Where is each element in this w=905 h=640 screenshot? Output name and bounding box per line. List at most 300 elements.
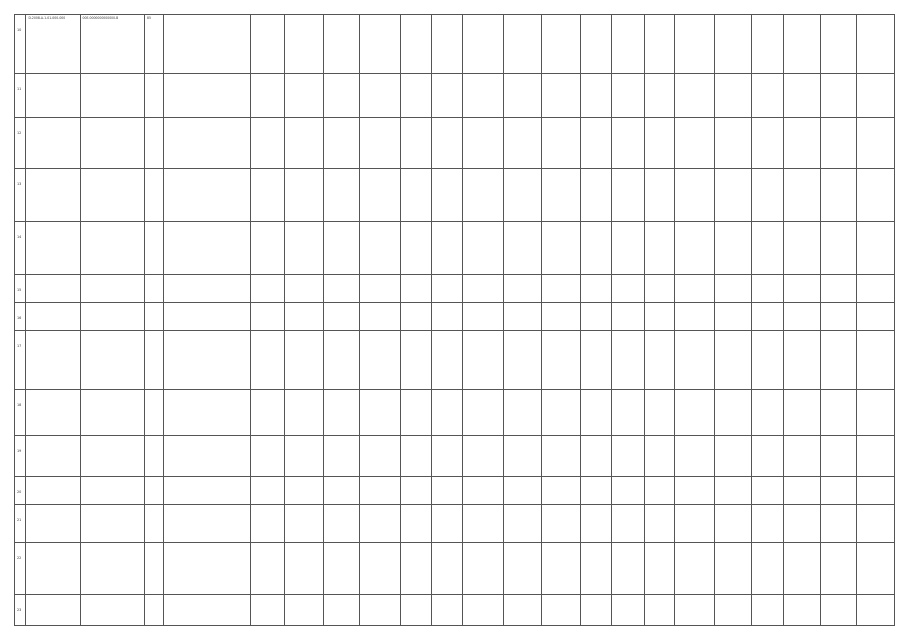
table-cell xyxy=(503,303,541,331)
table-cell xyxy=(783,477,820,505)
table-cell xyxy=(285,118,323,169)
table-cell xyxy=(323,477,359,505)
table-cell xyxy=(580,169,611,222)
register-table xyxy=(14,14,895,626)
table-cell xyxy=(15,331,26,390)
table-cell xyxy=(323,543,359,595)
table-cell xyxy=(675,436,715,477)
table-cell xyxy=(15,477,26,505)
table-cell xyxy=(821,15,857,74)
table-cell xyxy=(714,74,751,118)
table-cell xyxy=(163,15,250,74)
table-cell xyxy=(400,275,431,303)
table-cell xyxy=(645,436,675,477)
table-cell xyxy=(821,595,857,626)
table-cell xyxy=(163,595,250,626)
table-cell xyxy=(542,222,580,275)
table-row xyxy=(15,222,895,275)
table-cell xyxy=(612,15,645,74)
table-cell xyxy=(400,436,431,477)
table-cell xyxy=(251,436,285,477)
table-cell xyxy=(714,436,751,477)
table-row xyxy=(15,477,895,505)
table-cell xyxy=(503,275,541,303)
table-cell xyxy=(15,74,26,118)
table-cell xyxy=(463,15,504,74)
table-cell xyxy=(15,275,26,303)
table-cell xyxy=(857,15,895,74)
table-cell xyxy=(15,505,26,543)
cell-text: 20 xyxy=(17,490,22,494)
table-cell xyxy=(285,505,323,543)
table-cell xyxy=(752,331,783,390)
table-cell xyxy=(580,595,611,626)
table-cell xyxy=(821,477,857,505)
table-cell xyxy=(15,543,26,595)
table-cell xyxy=(400,477,431,505)
table-cell xyxy=(503,505,541,543)
table-cell xyxy=(857,543,895,595)
table-cell xyxy=(80,505,144,543)
table-cell xyxy=(612,222,645,275)
table-cell xyxy=(503,74,541,118)
table-cell xyxy=(542,74,580,118)
table-cell xyxy=(783,543,820,595)
table-cell xyxy=(463,169,504,222)
table-cell xyxy=(163,477,250,505)
table-cell xyxy=(15,169,26,222)
table-cell xyxy=(542,543,580,595)
table-cell xyxy=(783,74,820,118)
table-cell xyxy=(675,543,715,595)
cell-text: D-2008-А-1-01-000-000 xyxy=(28,16,66,20)
table-cell xyxy=(645,169,675,222)
table-cell xyxy=(360,477,401,505)
table-cell xyxy=(675,169,715,222)
table-cell xyxy=(400,595,431,626)
table-cell xyxy=(323,390,359,436)
table-cell xyxy=(580,477,611,505)
table-cell xyxy=(26,222,80,275)
table-cell xyxy=(752,169,783,222)
table-cell xyxy=(360,390,401,436)
table-cell xyxy=(26,303,80,331)
table-cell xyxy=(145,74,164,118)
table-cell xyxy=(15,436,26,477)
table-cell xyxy=(752,477,783,505)
table-cell xyxy=(612,477,645,505)
table-cell xyxy=(645,331,675,390)
table-cell xyxy=(400,74,431,118)
table-cell xyxy=(752,222,783,275)
table-cell xyxy=(857,477,895,505)
table-cell xyxy=(612,505,645,543)
table-row xyxy=(15,303,895,331)
table-cell xyxy=(463,543,504,595)
table-cell xyxy=(612,595,645,626)
table-row xyxy=(15,595,895,626)
table-cell xyxy=(163,505,250,543)
table-cell xyxy=(714,222,751,275)
table-cell xyxy=(323,74,359,118)
table-cell xyxy=(285,543,323,595)
table-cell xyxy=(26,331,80,390)
table-cell xyxy=(80,436,144,477)
table-cell xyxy=(80,222,144,275)
table-cell xyxy=(145,303,164,331)
table-cell xyxy=(145,505,164,543)
table-cell xyxy=(360,118,401,169)
table-cell xyxy=(285,436,323,477)
table-cell xyxy=(580,303,611,331)
table-cell xyxy=(714,169,751,222)
table-cell xyxy=(752,15,783,74)
table-cell xyxy=(857,222,895,275)
table-cell xyxy=(503,543,541,595)
table-cell xyxy=(15,222,26,275)
table-cell xyxy=(580,543,611,595)
table-cell xyxy=(612,390,645,436)
table-cell xyxy=(821,303,857,331)
table-cell xyxy=(580,331,611,390)
table-row xyxy=(15,118,895,169)
table-cell xyxy=(145,543,164,595)
table-cell xyxy=(463,390,504,436)
table-cell xyxy=(580,390,611,436)
table-cell xyxy=(80,118,144,169)
table-cell xyxy=(26,390,80,436)
table-cell xyxy=(821,543,857,595)
table-cell xyxy=(251,331,285,390)
table-cell xyxy=(360,505,401,543)
table-cell xyxy=(400,390,431,436)
table-cell xyxy=(752,390,783,436)
table-cell xyxy=(714,275,751,303)
table-cell xyxy=(675,477,715,505)
table-cell xyxy=(323,303,359,331)
table-cell xyxy=(542,169,580,222)
table-cell xyxy=(360,15,401,74)
table-cell xyxy=(145,169,164,222)
table-cell xyxy=(323,169,359,222)
table-cell xyxy=(612,436,645,477)
table-row xyxy=(15,436,895,477)
table-cell xyxy=(80,331,144,390)
table-cell xyxy=(580,436,611,477)
table-cell xyxy=(145,331,164,390)
table-cell xyxy=(714,303,751,331)
table-cell xyxy=(80,169,144,222)
cell-text: 13 xyxy=(17,182,22,186)
table-cell xyxy=(783,390,820,436)
table-cell xyxy=(463,436,504,477)
table-cell xyxy=(26,505,80,543)
table-cell xyxy=(645,15,675,74)
cell-text: 14 xyxy=(17,235,22,239)
table-cell xyxy=(857,303,895,331)
table-cell xyxy=(285,390,323,436)
table-cell xyxy=(542,118,580,169)
table-cell xyxy=(26,169,80,222)
table-cell xyxy=(542,436,580,477)
table-cell xyxy=(821,275,857,303)
table-cell xyxy=(857,390,895,436)
table-cell xyxy=(752,436,783,477)
table-cell xyxy=(503,118,541,169)
table-cell xyxy=(251,477,285,505)
table-cell xyxy=(857,169,895,222)
table-cell xyxy=(783,303,820,331)
table-cell xyxy=(542,390,580,436)
table-cell xyxy=(285,477,323,505)
table-cell xyxy=(80,477,144,505)
table-cell xyxy=(714,595,751,626)
table-cell xyxy=(783,505,820,543)
cell-text: 22 xyxy=(17,556,22,560)
table-cell xyxy=(463,275,504,303)
table-cell xyxy=(80,595,144,626)
table-cell xyxy=(145,595,164,626)
table-row xyxy=(15,15,895,74)
table-cell xyxy=(675,390,715,436)
table-cell xyxy=(463,595,504,626)
table-cell xyxy=(857,505,895,543)
table-cell xyxy=(675,331,715,390)
table-cell xyxy=(285,595,323,626)
table-cell xyxy=(360,331,401,390)
table-cell xyxy=(714,505,751,543)
table-cell xyxy=(15,595,26,626)
table-cell xyxy=(503,390,541,436)
table-cell xyxy=(360,303,401,331)
table-cell xyxy=(163,275,250,303)
table-row xyxy=(15,74,895,118)
table-cell xyxy=(542,477,580,505)
table-cell xyxy=(26,543,80,595)
table-cell xyxy=(752,74,783,118)
table-cell xyxy=(783,331,820,390)
table-cell xyxy=(432,74,463,118)
table-cell xyxy=(285,303,323,331)
table-cell xyxy=(645,390,675,436)
table-cell xyxy=(463,222,504,275)
table-cell xyxy=(26,275,80,303)
table-cell xyxy=(714,15,751,74)
cell-text: 85 xyxy=(147,16,151,20)
table-cell xyxy=(163,303,250,331)
table-cell xyxy=(323,331,359,390)
table-cell xyxy=(612,543,645,595)
table-cell xyxy=(15,303,26,331)
table-cell xyxy=(360,436,401,477)
table-cell xyxy=(612,303,645,331)
table-row xyxy=(15,543,895,595)
table-cell xyxy=(542,275,580,303)
table-cell xyxy=(26,15,80,74)
table-cell xyxy=(857,595,895,626)
table-row xyxy=(15,331,895,390)
table-cell xyxy=(783,436,820,477)
table-cell xyxy=(400,331,431,390)
table-cell xyxy=(821,331,857,390)
table-cell xyxy=(463,118,504,169)
table-cell xyxy=(80,303,144,331)
table-cell xyxy=(752,543,783,595)
table-cell xyxy=(821,118,857,169)
table-cell xyxy=(251,118,285,169)
table-cell xyxy=(542,303,580,331)
table-cell xyxy=(15,118,26,169)
table-cell xyxy=(360,222,401,275)
table-cell xyxy=(163,436,250,477)
table-cell xyxy=(432,331,463,390)
table-cell xyxy=(821,74,857,118)
table-cell xyxy=(580,222,611,275)
table-cell xyxy=(80,275,144,303)
table-cell xyxy=(821,436,857,477)
cell-text: 15 xyxy=(17,288,22,292)
table-cell xyxy=(432,477,463,505)
table-cell xyxy=(783,169,820,222)
table-cell xyxy=(580,505,611,543)
table-cell xyxy=(752,505,783,543)
table-cell xyxy=(285,74,323,118)
table-cell xyxy=(432,505,463,543)
table-cell xyxy=(645,505,675,543)
table-cell xyxy=(432,222,463,275)
table-cell xyxy=(285,275,323,303)
table-cell xyxy=(400,303,431,331)
table-cell xyxy=(463,74,504,118)
table-cell xyxy=(432,169,463,222)
table-cell xyxy=(821,169,857,222)
table-cell xyxy=(163,118,250,169)
table-cell xyxy=(251,275,285,303)
table-cell xyxy=(80,543,144,595)
table-cell xyxy=(26,595,80,626)
table-cell xyxy=(145,275,164,303)
cell-text: 11 xyxy=(17,87,22,91)
table-cell xyxy=(752,118,783,169)
table-cell xyxy=(675,222,715,275)
table-cell xyxy=(821,505,857,543)
table-cell xyxy=(714,118,751,169)
table-cell xyxy=(503,222,541,275)
table-cell xyxy=(80,390,144,436)
table-cell xyxy=(463,477,504,505)
table-cell xyxy=(714,477,751,505)
table-cell xyxy=(675,595,715,626)
table-cell xyxy=(323,118,359,169)
table-cell xyxy=(26,74,80,118)
table-cell xyxy=(80,15,144,74)
table-cell xyxy=(163,390,250,436)
table-cell xyxy=(783,595,820,626)
table-cell xyxy=(251,222,285,275)
table-cell xyxy=(251,505,285,543)
cell-text: 21 xyxy=(17,518,22,522)
table-cell xyxy=(542,505,580,543)
table-cell xyxy=(675,15,715,74)
table-cell xyxy=(251,390,285,436)
table-cell xyxy=(463,331,504,390)
table-cell xyxy=(360,169,401,222)
table-cell xyxy=(675,118,715,169)
table-cell xyxy=(360,74,401,118)
table-cell xyxy=(714,390,751,436)
table-cell xyxy=(432,118,463,169)
table-cell xyxy=(432,275,463,303)
table-cell xyxy=(15,390,26,436)
table-cell xyxy=(400,505,431,543)
table-cell xyxy=(323,222,359,275)
table-cell xyxy=(285,331,323,390)
table-cell xyxy=(857,118,895,169)
table-cell xyxy=(145,222,164,275)
table-cell xyxy=(163,222,250,275)
cell-text: 18 xyxy=(17,403,22,407)
cell-text: 19 xyxy=(17,449,22,453)
table-row xyxy=(15,505,895,543)
table-cell xyxy=(251,595,285,626)
table-cell xyxy=(432,436,463,477)
table-cell xyxy=(857,275,895,303)
table-cell xyxy=(503,15,541,74)
table-row xyxy=(15,390,895,436)
table-cell xyxy=(857,331,895,390)
table-cell xyxy=(251,15,285,74)
table-cell xyxy=(251,74,285,118)
table-cell xyxy=(612,74,645,118)
cell-text: 17 xyxy=(17,344,22,348)
table-cell xyxy=(432,15,463,74)
table-cell xyxy=(752,303,783,331)
table-cell xyxy=(783,222,820,275)
table-cell xyxy=(645,118,675,169)
table-cell xyxy=(645,543,675,595)
table-cell xyxy=(145,118,164,169)
table-cell xyxy=(163,331,250,390)
table-row xyxy=(15,169,895,222)
table-cell xyxy=(285,222,323,275)
table-cell xyxy=(542,15,580,74)
cell-text: 16 xyxy=(17,316,22,320)
table-cell xyxy=(580,118,611,169)
table-cell xyxy=(400,118,431,169)
table-cell xyxy=(26,436,80,477)
table-cell xyxy=(145,436,164,477)
table-cell xyxy=(400,543,431,595)
table-cell xyxy=(612,275,645,303)
table-cell xyxy=(432,390,463,436)
table-cell xyxy=(285,169,323,222)
table-cell xyxy=(503,331,541,390)
table-cell xyxy=(645,222,675,275)
table-body xyxy=(15,15,895,626)
table-cell xyxy=(80,74,144,118)
table-cell xyxy=(645,595,675,626)
table-cell xyxy=(645,74,675,118)
cell-text: 12 xyxy=(17,131,22,135)
table-cell xyxy=(612,118,645,169)
table-cell xyxy=(360,543,401,595)
table-cell xyxy=(400,222,431,275)
table-cell xyxy=(26,477,80,505)
table-cell xyxy=(163,74,250,118)
table-cell xyxy=(675,74,715,118)
table-cell xyxy=(580,275,611,303)
table-cell xyxy=(400,15,431,74)
